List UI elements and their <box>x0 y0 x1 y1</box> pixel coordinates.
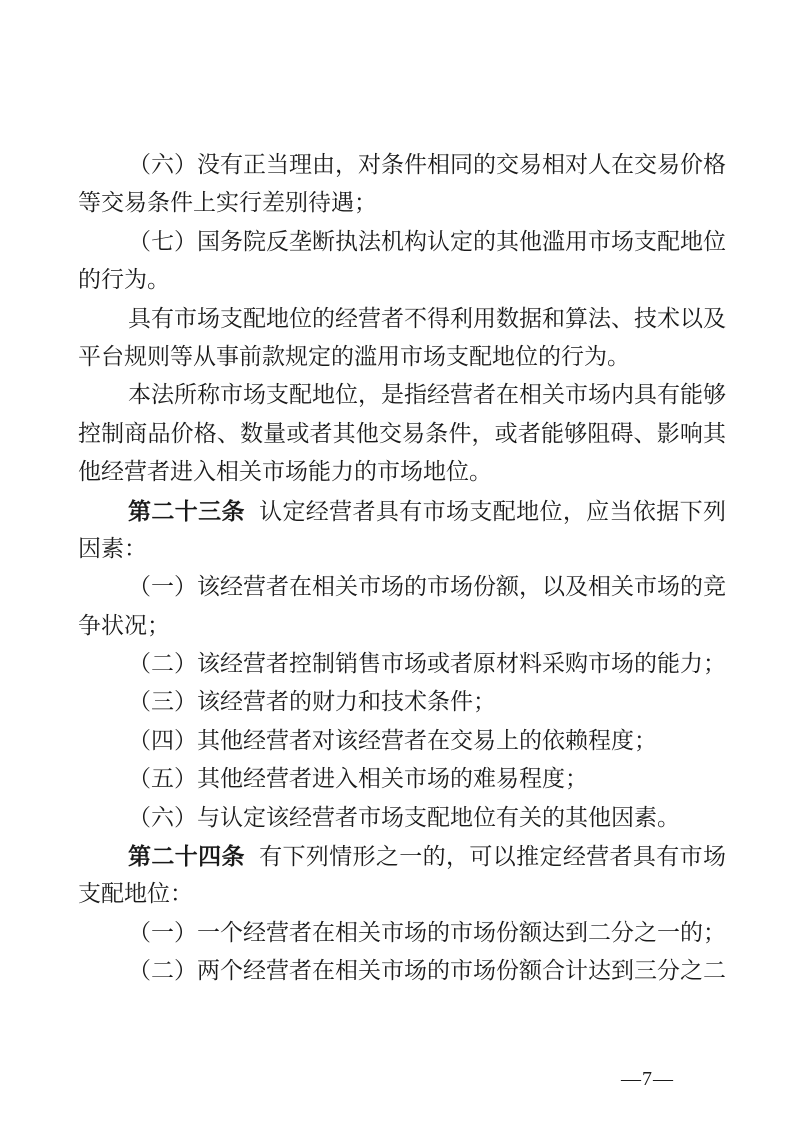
line-text: 的行为。 <box>78 267 170 293</box>
document-line <box>78 415 726 453</box>
document-line <box>78 184 726 222</box>
line-text: 本法所称市场支配地位，是指经营者在相关市场内具有能够 <box>128 382 726 408</box>
line-text: 有下列情形之一的，可以推定经营者具有市场 <box>259 844 727 870</box>
document-line <box>78 530 726 568</box>
document-line <box>78 837 726 875</box>
line-text: （三）该经营者的财力和技术条件； <box>128 689 496 715</box>
line-text: （二）该经营者控制销售市场或者原材料采购市场的能力； <box>128 651 726 677</box>
document-line <box>78 568 726 606</box>
document-line <box>78 722 726 760</box>
line-text: 因素： <box>78 535 147 561</box>
line-text: （一）一个经营者在相关市场的市场份额达到二分之一的； <box>128 919 726 945</box>
line-text: 认定经营者具有市场支配地位，应当依据下列 <box>259 498 727 524</box>
document-line <box>78 223 726 261</box>
document-line <box>78 146 726 184</box>
line-text: （七）国务院反垄断执法机构认定的其他滥用市场支配地位 <box>128 228 726 254</box>
line-text: 控制商品价格、数量或者其他交易条件，或者能够阻碍、影响其 <box>78 420 726 446</box>
document-line <box>78 683 726 721</box>
page-number: —7— <box>621 1068 674 1090</box>
document-line <box>78 300 726 338</box>
document-line <box>78 338 726 376</box>
line-text: （一）该经营者在相关市场的市场份额，以及相关市场的竞 <box>128 574 726 600</box>
line-text: （六）没有正当理由，对条件相同的交易相对人在交易价格 <box>128 152 726 177</box>
document-line <box>78 492 726 530</box>
line-text: 争状况； <box>78 612 170 638</box>
document-line <box>78 453 726 491</box>
line-text: （五）其他经营者进入相关市场的难易程度； <box>128 766 588 792</box>
line-text: 他经营者进入相关市场能力的市场地位。 <box>78 459 492 485</box>
document-line <box>78 799 726 837</box>
line-text: （四）其他经营者对该经营者在交易上的依赖程度； <box>128 727 657 753</box>
document-line <box>78 875 726 913</box>
line-text: 等交易条件上实行差别待遇； <box>78 190 377 216</box>
document-line <box>78 607 726 645</box>
article-number: 第二十四条 <box>128 843 245 870</box>
document-line <box>78 376 726 414</box>
document-line <box>78 645 726 683</box>
line-text: 支配地位： <box>78 881 193 907</box>
document-line <box>78 914 726 952</box>
document-line <box>78 261 726 299</box>
article-number: 第二十三条 <box>128 497 245 524</box>
document-line <box>78 760 726 798</box>
line-text: （二）两个经营者在相关市场的市场份额合计达到三分之二 <box>128 958 726 984</box>
document-body <box>78 146 726 991</box>
line-text: （六）与认定该经营者市场支配地位有关的其他因素。 <box>128 804 680 830</box>
document-line <box>78 952 726 990</box>
line-text: 具有市场支配地位的经营者不得利用数据和算法、技术以及 <box>128 305 726 331</box>
line-text: 平台规则等从事前款规定的滥用市场支配地位的行为。 <box>78 343 630 369</box>
